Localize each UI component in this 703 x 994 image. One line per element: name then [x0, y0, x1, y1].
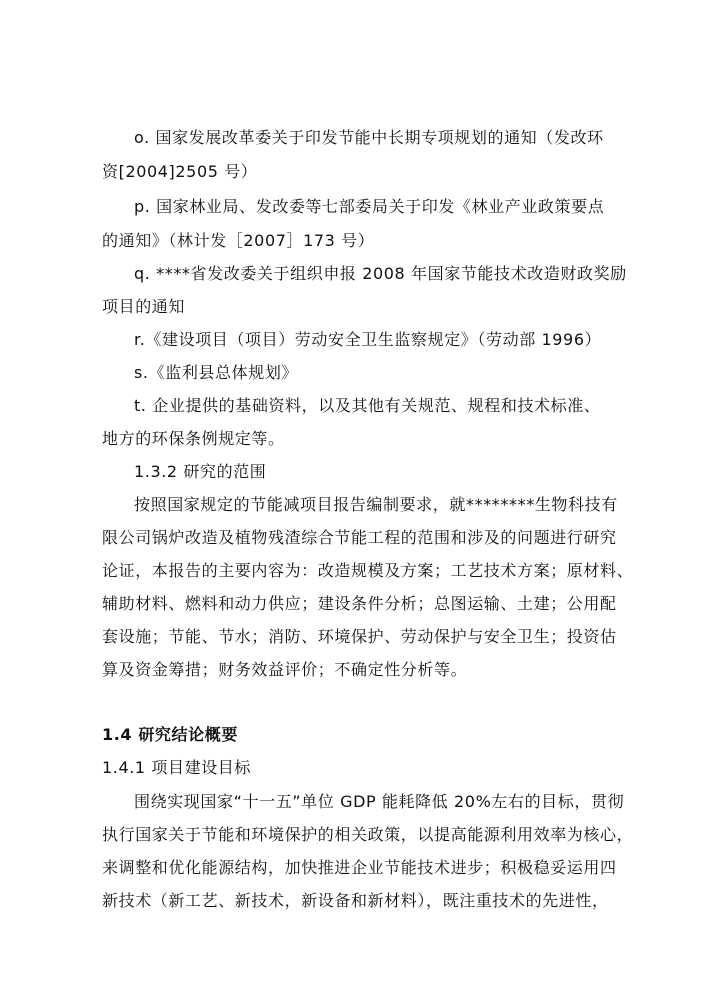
paragraph-line: 算及资金筹措；财务效益评价；不确定性分析等。: [102, 660, 468, 679]
section-heading-1-3-2: 1.3.2 研究的范围: [134, 462, 267, 481]
section-heading-1-4-1: 1.4.1 项目建设目标: [102, 758, 251, 777]
paragraph-line: 限公司锅炉改造及植物残渣综合节能工程的范围和涉及的问题进行研究: [102, 528, 617, 547]
reference-item-q: q. ****省发改委关于组织申报 2008 年国家节能技术改造财政奖励: [134, 264, 627, 283]
paragraph-line: 执行国家关于节能和环境保护的相关政策，以提高能源利用效率为核心，: [102, 825, 634, 844]
reference-item-t-cont: 地方的环保条例规定等。: [102, 429, 285, 448]
paragraph-line: 按照国家规定的节能减项目报告编制要求，就********生物科技有: [134, 495, 618, 514]
section-heading-1-4: 1.4 研究结论概要: [102, 725, 238, 744]
reference-item-o-cont: 资[2004]2505 号）: [102, 162, 258, 181]
reference-item-r: r.《建设项目（项目）劳动安全卫生监察规定》（劳动部 1996）: [134, 330, 602, 349]
reference-item-p-cont: 的通知》（林计发［2007］173 号）: [102, 231, 375, 250]
paragraph-line: 新技术（新工艺、新技术，新设备和新材料），既注重技术的先进性，: [102, 891, 609, 910]
paragraph-line: 论证，本报告的主要内容为：改造规模及方案；工艺技术方案；原材料、: [102, 561, 634, 580]
reference-item-p: p. 国家林业局、发改委等七部委局关于印发《林业产业政策要点: [134, 197, 605, 216]
reference-item-o: o. 国家发展改革委关于印发节能中长期专项规划的通知（发改环: [134, 128, 604, 147]
paragraph-line: 辅助材料、燃料和动力供应；建设条件分析；总图运输、土建；公用配: [102, 594, 617, 613]
paragraph-line: 套设施；节能、节水；消防、环境保护、劳动保护与安全卫生；投资估: [102, 627, 617, 646]
paragraph-line: 围绕实现国家“十一五”单位 GDP 能耗降低 20%左右的目标，贯彻: [134, 792, 625, 811]
reference-item-t: t. 企业提供的基础资料，以及其他有关规范、规程和技术标准、: [134, 396, 601, 415]
paragraph-line: 来调整和优化能源结构，加快推进企业节能技术进步；积极稳妥运用四: [102, 858, 617, 877]
reference-item-s: s.《监利县总体规划》: [134, 363, 299, 382]
reference-item-q-cont: 项目的通知: [102, 297, 186, 316]
